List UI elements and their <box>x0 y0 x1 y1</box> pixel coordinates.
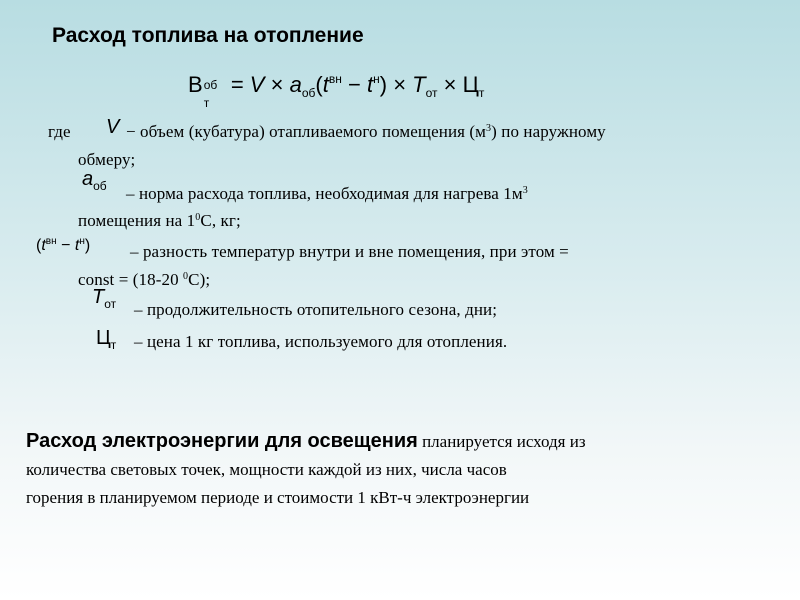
formula-T-sub: от <box>425 86 438 100</box>
formula-times3: × <box>443 72 457 97</box>
definition-V-line1: − объем (кубатура) отапливаемого помещения $(м^3)$ по наружному <box>126 122 606 141</box>
electricity-text-3: горения в планируемом периоде и стоимости 1 кВт-ч электроэнергии <box>26 488 530 507</box>
electricity-text-1: планируется исходя из <box>417 432 586 451</box>
section-electricity-paragraph <box>26 427 586 512</box>
section-title-electricity: Расход электроэнергии для освещения <box>26 430 418 452</box>
definition-a-line2: помещения на $1^0С$, кг; <box>78 211 241 230</box>
formula-C-sub: т <box>478 86 485 100</box>
formula-a: a <box>289 72 302 97</box>
electricity-text-2: количества световых точек, мощности каждой из них, числа часов <box>26 460 507 479</box>
where-label: где <box>48 122 71 141</box>
definition-temp-line2: const = (18-20 $^0$С); <box>78 270 211 289</box>
definition-temp-line1: – разность температур внутри и вне помещения, при этом = <box>130 242 569 261</box>
formula-t2-sup: н <box>373 72 380 86</box>
definition-V-line2: обмеру; <box>78 150 136 169</box>
formula-V: V <box>249 72 265 97</box>
formula-close: ) <box>379 72 388 97</box>
symbol-temp-diff: $(t^{вн} - t^н)$ <box>36 236 91 254</box>
formula-C: Ц <box>462 72 479 97</box>
definition-a-line1: – норма расхода топлива, необходимая для нагрева $1м^3$ <box>126 184 528 203</box>
definition-C: – цена 1 кг топлива, используемого для отопления. <box>134 332 508 351</box>
symbol-C-t: $Ц_т$ <box>96 327 117 352</box>
formula-lhs-sup: об <box>203 78 218 92</box>
heating-fuel-formula <box>188 72 485 110</box>
formula-minus: − <box>347 72 361 97</box>
formula-t2: t <box>366 72 374 97</box>
symbol-T-ot: $T_{от}$ <box>92 286 117 311</box>
formula-T: T <box>412 72 426 97</box>
formula-open: ( <box>315 72 323 97</box>
formula-a-sub: об <box>301 86 316 100</box>
formula-times2: × <box>393 72 407 97</box>
symbol-V: V <box>106 116 120 138</box>
symbol-a-ob: $a_{об}$ <box>82 168 107 193</box>
formula-t1: t <box>322 72 329 97</box>
formula-t1-sup: вн <box>328 72 342 86</box>
formula-lhs: В <box>188 72 203 97</box>
definition-T: – продолжительность отопительного сезона, дни; <box>134 300 498 319</box>
formula-times1: × <box>270 72 284 97</box>
formula-eq: = <box>230 72 244 97</box>
section-title-heating: Расход топлива на отопление <box>52 24 364 47</box>
formula-lhs-sub: т <box>203 96 210 110</box>
